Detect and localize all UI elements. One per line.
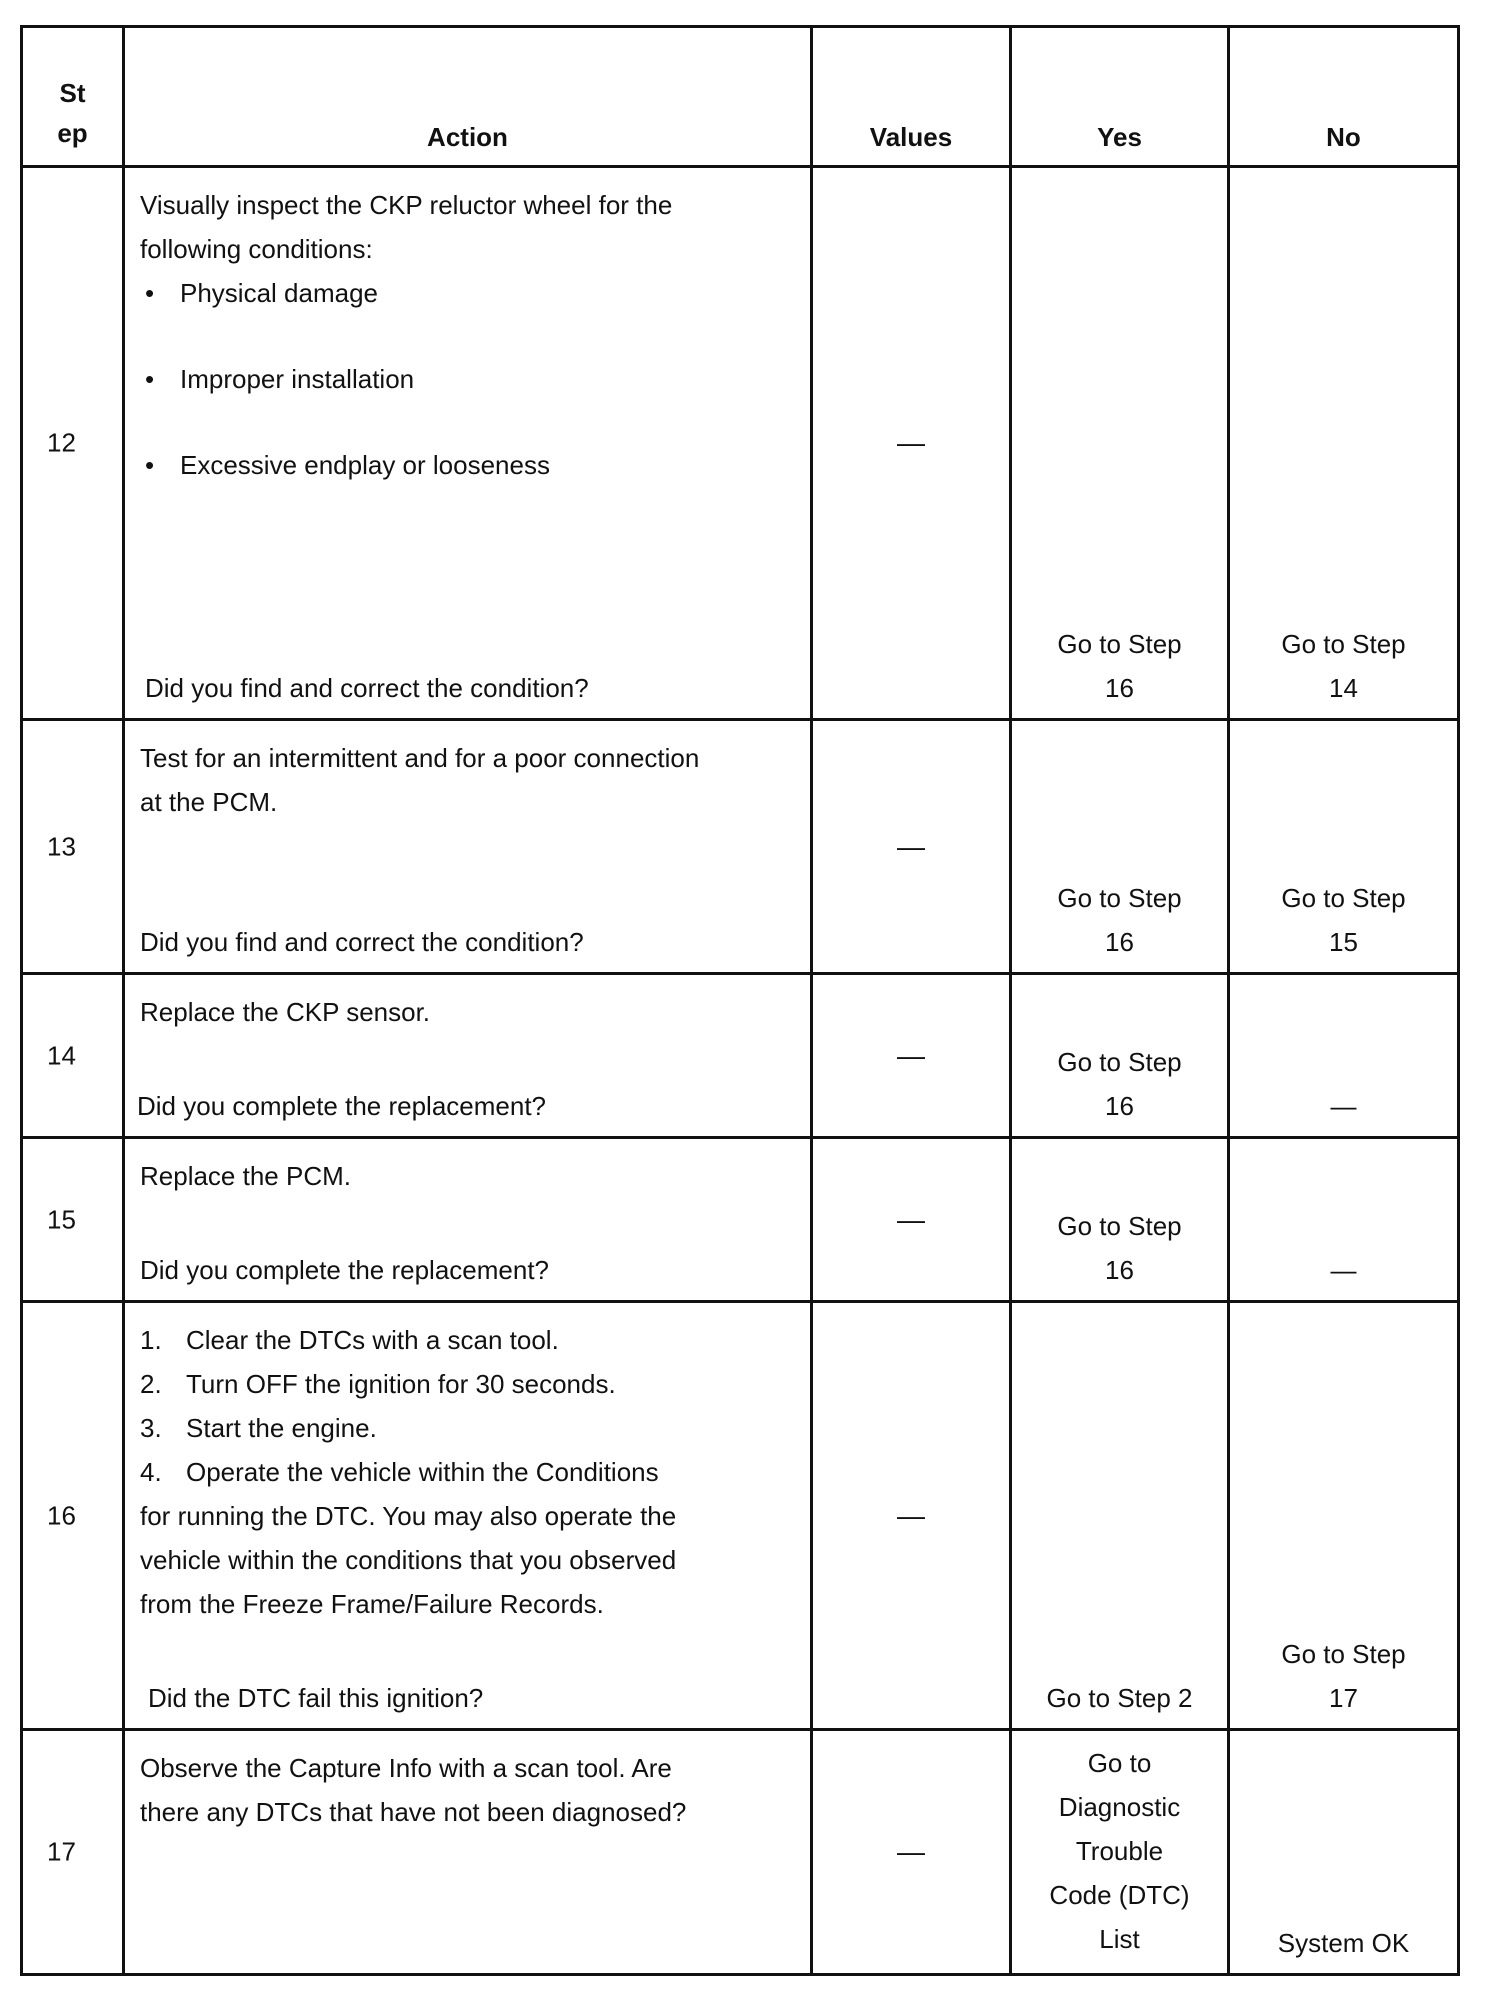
action-cell: Visually inspect the CKP reluctor wheel for the following conditions: • Physical damage • Improper installation • Excessive endplay or looseness Did you find and correct the condition? bbox=[124, 167, 812, 720]
list-item: 3. Start the engine. bbox=[140, 1413, 377, 1443]
table-row bbox=[22, 720, 1459, 974]
values-cell: — bbox=[812, 974, 1011, 1138]
no-cell: Go to Step 14 bbox=[1229, 167, 1459, 720]
list-item: • Excessive endplay or looseness bbox=[140, 443, 770, 487]
no-cell: Go to Step 17 bbox=[1229, 1302, 1459, 1730]
values-cell: — bbox=[812, 1302, 1011, 1730]
table-row bbox=[22, 974, 1459, 1138]
yes-cell: Go to Step 16 bbox=[1011, 1138, 1229, 1302]
action-question: Did you find and correct the condition? bbox=[145, 673, 589, 703]
step-cell: 15 bbox=[22, 1138, 124, 1302]
no-cell: — bbox=[1229, 974, 1459, 1138]
values-cell: — bbox=[812, 1730, 1011, 1975]
table-row bbox=[22, 167, 1459, 720]
action-cell: Test for an intermittent and for a poor connection at the PCM. Did you find and correct the condition? bbox=[124, 720, 812, 974]
table-row bbox=[22, 1302, 1459, 1730]
yes-cell: Go to Step 16 bbox=[1011, 167, 1229, 720]
values-cell: — bbox=[812, 720, 1011, 974]
step-cell: 12 bbox=[22, 167, 124, 720]
action-question: Did you complete the replacement? bbox=[140, 1255, 550, 1285]
header-row bbox=[22, 27, 1459, 167]
action-cell: Replace the CKP sensor. Did you complete the replacement? bbox=[124, 974, 812, 1138]
header-step: St ep bbox=[22, 27, 124, 167]
action-question: Did you complete the replacement? bbox=[137, 1091, 547, 1121]
list-item: • Improper installation bbox=[140, 357, 770, 401]
values-cell: — bbox=[812, 1138, 1011, 1302]
table-row bbox=[22, 1138, 1459, 1302]
step-cell: 14 bbox=[22, 974, 124, 1138]
action-question: Did you find and correct the condition? bbox=[140, 927, 584, 957]
no-cell: Go to Step 15 bbox=[1229, 720, 1459, 974]
action-cell: 1. Clear the DTCs with a scan tool. 2. Turn OFF the ignition for 30 seconds. 3. Start the engine. 4. Operate the vehicle within the Conditions for running the DTC. You may also operate the vehicle within the conditions that you observed from the Freeze Frame/Failure Records. Did the DTC fail this ignition? bbox=[124, 1302, 812, 1730]
action-cell: Observe the Capture Info with a scan tool. Are there any DTCs that have not been diagnosed? bbox=[124, 1730, 812, 1975]
list-item: • Physical damage bbox=[140, 271, 770, 315]
list-item: 1. Clear the DTCs with a scan tool. bbox=[140, 1325, 559, 1355]
header-yes: Yes bbox=[1011, 27, 1229, 167]
list-item: 4. Operate the vehicle within the Conditions bbox=[140, 1457, 659, 1487]
step-cell: 13 bbox=[22, 720, 124, 974]
no-cell: — bbox=[1229, 1138, 1459, 1302]
list-item: 2. Turn OFF the ignition for 30 seconds. bbox=[140, 1369, 616, 1399]
action-cell: Replace the PCM. Did you complete the replacement? bbox=[124, 1138, 812, 1302]
action-question: Did the DTC fail this ignition? bbox=[148, 1683, 484, 1713]
yes-cell: Go to Diagnostic Trouble Code (DTC) List bbox=[1011, 1730, 1229, 1975]
header-values: Values bbox=[812, 27, 1011, 167]
table-row bbox=[22, 1730, 1459, 1975]
step-cell: 16 bbox=[22, 1302, 124, 1730]
step-cell: 17 bbox=[22, 1730, 124, 1975]
yes-cell: Go to Step 2 bbox=[1011, 1302, 1229, 1730]
diagnostic-table bbox=[20, 25, 1460, 1976]
header-no: No bbox=[1229, 27, 1459, 167]
yes-cell: Go to Step 16 bbox=[1011, 974, 1229, 1138]
no-cell: System OK bbox=[1229, 1730, 1459, 1975]
values-cell: — bbox=[812, 167, 1011, 720]
yes-cell: Go to Step 16 bbox=[1011, 720, 1229, 974]
header-action: Action bbox=[124, 27, 812, 167]
